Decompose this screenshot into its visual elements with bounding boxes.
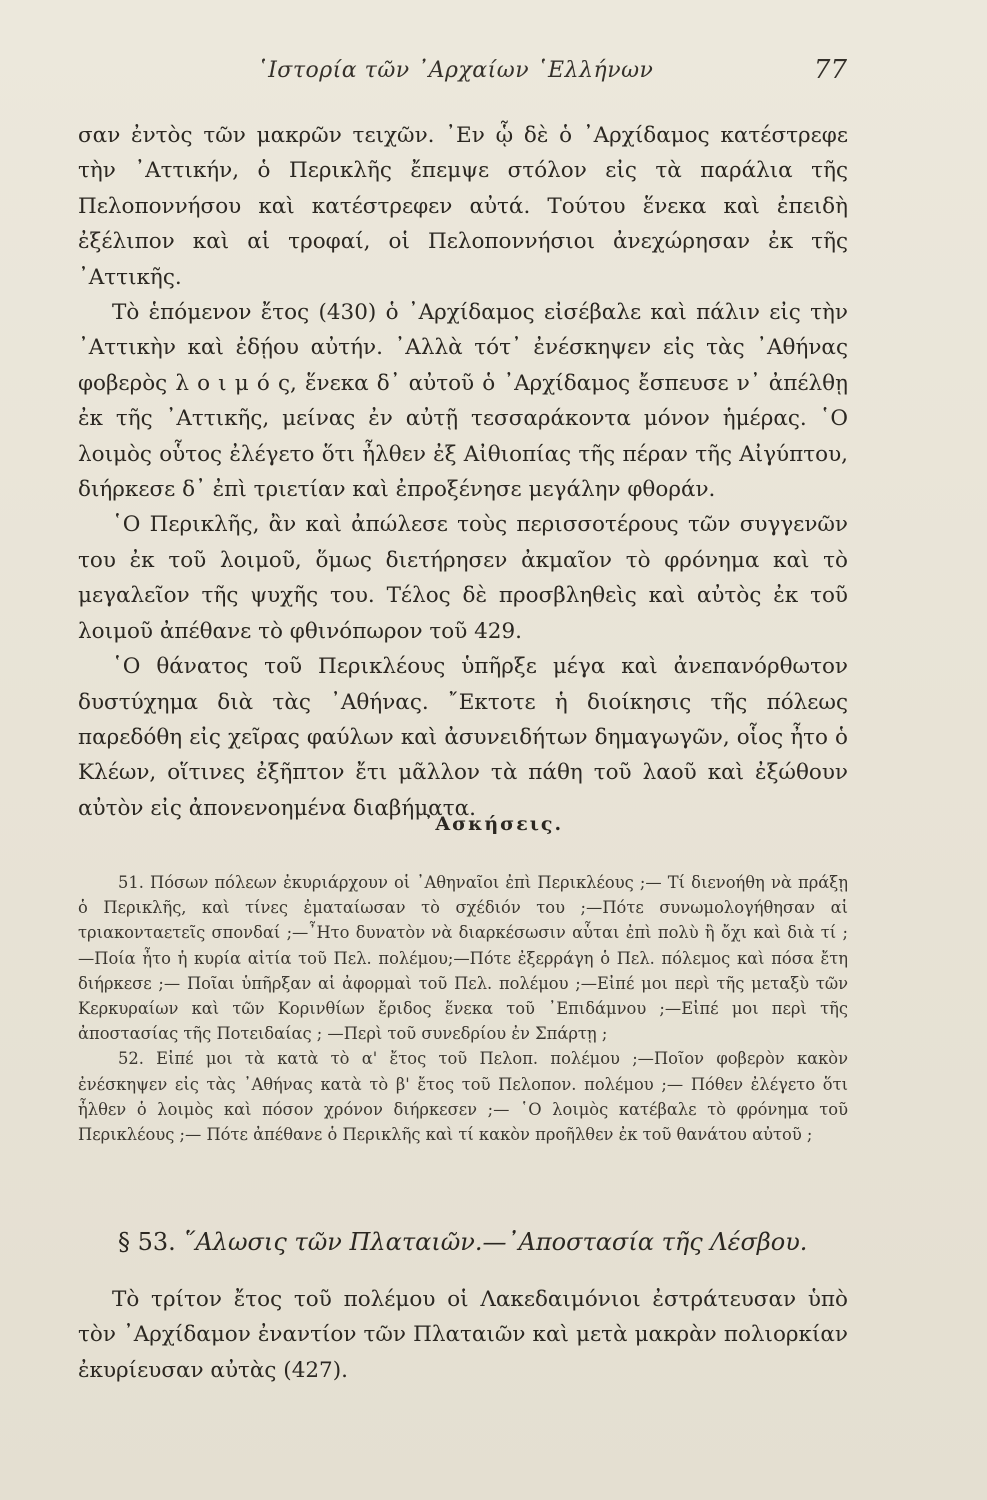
running-header: ῾Ιστορία τῶν ᾿Αρχαίων ῾Ελλήνων xyxy=(256,58,654,83)
paragraph: σαν ἐντὸς τῶν μακρῶν τειχῶν. ᾿Εν ᾧ δὲ ὁ ᾿Αρχίδαμος κατέστρεφε τὴν ᾿Αττικήν, ὁ Περικλῆς ἔπεμψε στόλον εἰς τὰ παράλια τῆς Πελοποννήσου καὶ κατέστρεφεν αὐτά. Τούτου ἕνεκα καὶ ἐπειδὴ ἐξέλιπον καὶ αἱ τροφαί, οἱ Πελοποννήσιοι ἀνεχώρησαν ἐκ τῆς ᾿Αττικῆς. xyxy=(78,123,848,290)
section-text xyxy=(78,1282,848,1388)
exercise-item: 51. Πόσων πόλεων ἐκυριάρχουν οἱ ᾿Αθηναῖοι ἐπὶ Περικλέους ;— Τί διενοήθη νὰ πράξῃ ὁ Περικλῆς, καὶ τίνες ἐματαίωσαν τὸ σχέδιόν του ;—Πότε συνωμολογήθησαν αἱ τριακονταετεῖς σπονδαί ;—῏Ητο δυνατὸν νὰ διαρκέσωσιν αὗται ἐπὶ πολὺ ἢ ὄχι καὶ διὰ τί ;—Ποία ἦτο ἡ κυρία αἰτία τοῦ Πελ. πολέμου;—Πότε ἐξερράγη ὁ Πελ. πόλεμος καὶ πόσα ἔτη διήρκεσε ;— Ποῖαι ὑπῆρξαν αἱ ἀφορμαὶ τοῦ Πελ. πολέμου ;—Εἰπέ μοι περὶ τῆς μεταξὺ τῶν Κερκυραίων καὶ τῶν Κορινθίων ἔριδος ἕνεκα τοῦ ᾿Επιδάμνου ;—Εἰπέ μοι περὶ τῆς ἀποστασίας τῆς Ποτειδαίας ; —Περὶ τοῦ συνεδρίου ἐν Σπάρτῃ ; xyxy=(78,873,848,1044)
exercise-item: 52. Εἰπέ μοι τὰ κατὰ τὸ α' ἔτος τοῦ Πελοπ. πολέμου ;—Ποῖον φοβερὸν κακὸν ἐνέσκηψεν εἰς τὰς ᾿Αθήνας κατὰ τὸ β' ἔτος τοῦ Πελοπον. πολέμου ;— Πόθεν ἐλέγετο ὅτι ἦλθεν ὁ λοιμὸς καὶ πόσον χρόνον διήρκεσεν ;— ῾Ο λοιμὸς κατέβαλε τὸ φρόνημα τοῦ Περικλέους ;— Πότε ἀπέθανε ὁ Περικλῆς καὶ τί κακὸν προῆλθεν ἐκ τοῦ θανάτου αὐτοῦ ; xyxy=(78,1049,848,1145)
section-number: § 53. xyxy=(118,1228,176,1256)
section-title: ῞Αλωσις τῶν Πλαταιῶν.—᾿Αποστασία τῆς Λέσβου. xyxy=(183,1228,808,1256)
exercises-list xyxy=(78,870,848,1147)
paragraph: ῾Ο Περικλῆς, ἂν καὶ ἀπώλεσε τοὺς περισσοτέρους τῶν συγγενῶν του ἐκ τοῦ λοιμοῦ, ὅμως διετήρησεν ἀκμαῖον τὸ φρόνημα καὶ τὸ μεγαλεῖον τῆς ψυχῆς του. Τέλος δὲ προσβληθεὶς καὶ αὐτὸς ἐκ τοῦ λοιμοῦ ἀπέθανε τὸ φθινόπωρον τοῦ 429. xyxy=(78,512,848,644)
exercises-heading: ᾿Ασκήσεις. xyxy=(423,813,564,835)
page-number: 77 xyxy=(813,55,847,85)
paragraph: Τὸ ἑπόμενον ἔτος (430) ὁ ᾿Αρχίδαμος εἰσέβαλε καὶ πάλιν εἰς τὴν ᾿Αττικὴν καὶ ἐδῄου αὐτήν. ᾿Αλλὰ τότ᾿ ἐνέσκηψεν εἰς τὰς ᾿Αθήνας φοβερὸς λ ο ι μ ό ς, ἕνεκα δ᾿ αὐτοῦ ὁ ᾿Αρχίδαμος ἔσπευσε ν᾿ ἀπέλθῃ ἐκ τῆς ᾿Αττικῆς, μείνας ἐν αὐτῇ τεσσαράκοντα μόνον ἡμέρας. ῾Ο λοιμὸς οὗτος ἐλέγετο ὅτι ἦλθεν ἐξ Αἰθιοπίας τῆς πέραν τῆς Αἰγύπτου, διήρκεσε δ᾿ ἐπὶ τριετίαν καὶ ἐπροξένησε μεγάλην φθοράν. xyxy=(78,300,848,503)
main-text xyxy=(78,118,848,826)
paragraph: Τὸ τρίτον ἔτος τοῦ πολέμου οἱ Λακεδαιμόνιοι ἐστράτευσαν ὑπὸ τὸν ᾿Αρχίδαμον ἐναντίον τῶν Πλαταιῶν καὶ μετὰ μακρὰν πολιορκίαν ἐκυρίευσαν αὐτὰς (427). xyxy=(78,1287,848,1383)
section-heading xyxy=(118,1228,878,1256)
paragraph: ῾Ο θάνατος τοῦ Περικλέους ὑπῆρξε μέγα καὶ ἀνεπανόρθωτον δυστύχημα διὰ τὰς ᾿Αθήνας. ῎Εκτοτε ἡ διοίκησις τῆς πόλεως παρεδόθη εἰς χεῖρας φαύλων καὶ ἀσυνειδήτων δημαγωγῶν, οἷος ἦτο ὁ Κλέων, οἵτινες ἐξῆπτον ἔτι μᾶλλον τὰ πάθη τοῦ λαοῦ καὶ ἐξώθουν αὐτὸν εἰς ἀπονενοημένα διαβήματα. xyxy=(78,654,848,821)
